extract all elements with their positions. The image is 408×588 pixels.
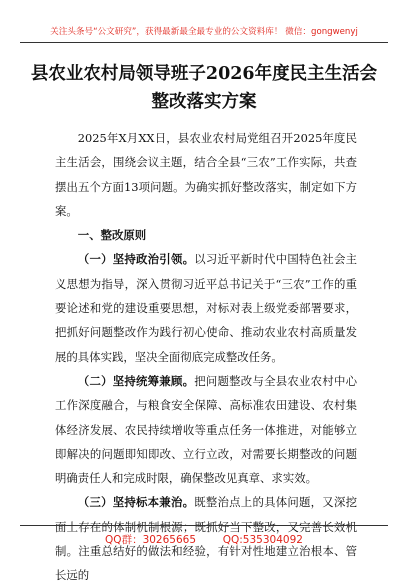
intro-paragraph: 2025年X月XX日，县农业农村局党组召开2025年度民主生活会，围绕会议主题，结合全县“三农”工作实际，共查摆出五个方面13项问题。为确实抓好整改落实，制定如下方案。 (55, 131, 357, 218)
principle-paragraph-1 (55, 247, 357, 368)
principle-lead-1: （一）坚持政治引领。 (77, 252, 195, 267)
footer-qq: QQ:535304092 (222, 534, 303, 546)
principle-text-3: 既整治点上的具体问题，又深挖面上存在的体制机制根源；既抓好当下整改，又完善长效机制。注重总结好的做法和经验，有针对性地建立治根本、管长远的 (55, 495, 357, 583)
header-promo-note: 关注头条号“公文研究”，获得最新最全最专业的公文资料库！ 微信：gongwenyj (50, 27, 358, 37)
principle-text-1: 以习近平新时代中国特色社会主义思想为指导，深入贯彻习近平总书记关于“三农”工作的重要论述和党的建设重要思想，对标对表上级党委部署要求，把抓好问题整改作为践行初心使命、推动农业农村高质量发展的具体实践，坚决全面彻底完成整改任务。 (55, 252, 357, 364)
principle-text-2: 把问题整改与全县农业农村中心工作深度融合，与粮食安全保障、高标准农田建设、农村集体经济发展、农民持续增收等重点任务一体推进，对能够立即解决的问题即知即改、立行立改，对需要长期整改的问题明确责任人和完成时限，确保整改见真章、求实效。 (55, 373, 357, 486)
principle-lead-3: （三）坚持标本兼治。 (77, 495, 195, 510)
principle-lead-2: （二）坚持统筹兼顾。 (77, 373, 195, 388)
document-title: 县农业农村局领导班子2026年度民主生活会整改落实方案 (30, 64, 378, 112)
header-divider (20, 42, 388, 43)
document-body (55, 126, 357, 588)
footer-qq-group: QQ群：30265665 (105, 534, 197, 546)
section-heading-principles: 一、整改原则 (77, 228, 147, 243)
footer-divider (20, 525, 388, 526)
footer-contact (0, 532, 408, 547)
principle-paragraph-2 (55, 369, 357, 490)
